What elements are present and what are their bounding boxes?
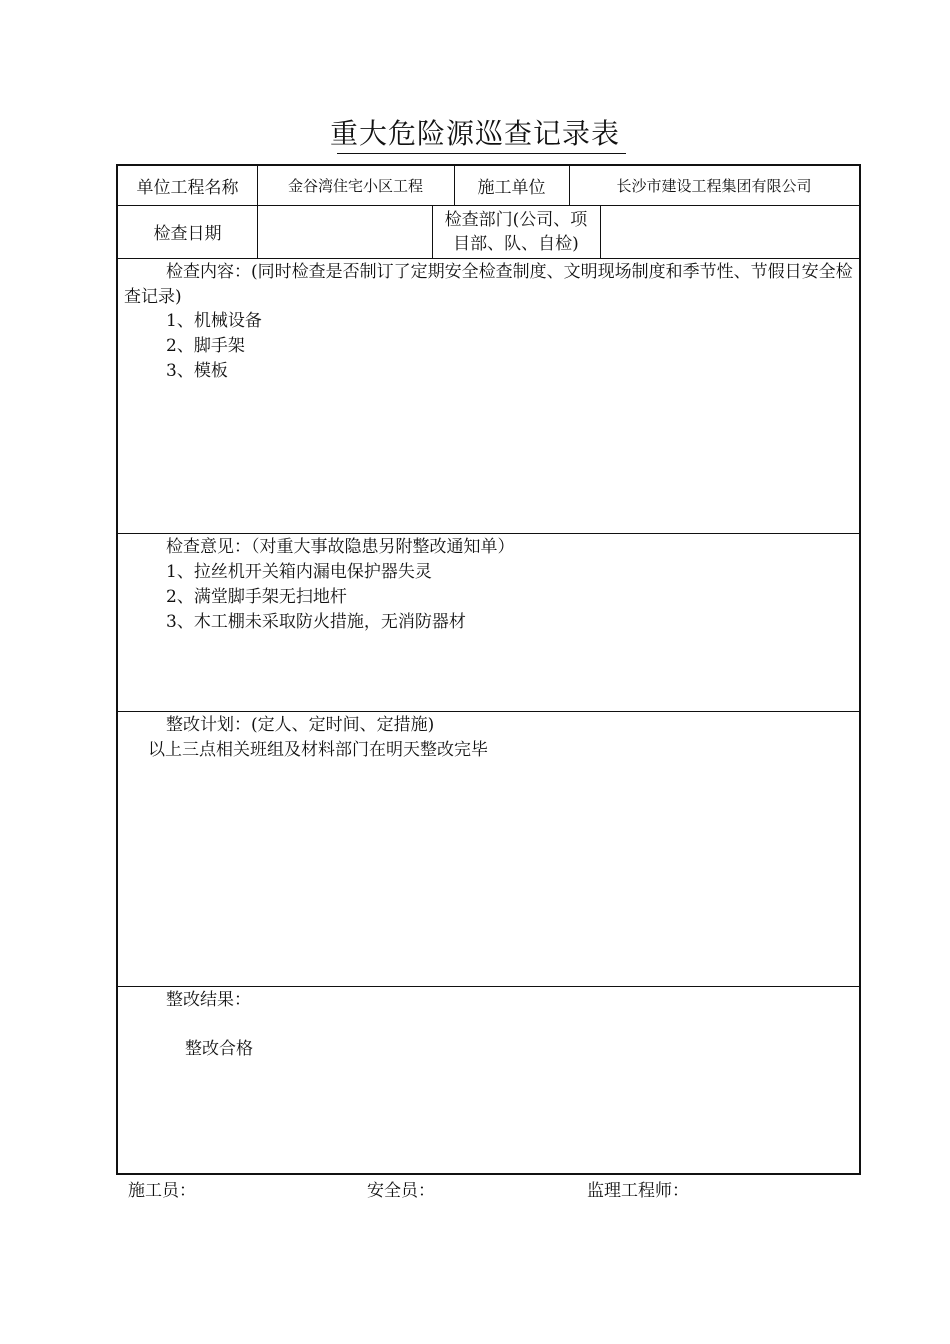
contractor-label: 施工单位: [477, 178, 546, 198]
dept-value[interactable]: [600, 205, 859, 258]
date-label: 检查日期: [153, 224, 222, 244]
inspection-content-item: 3、模板: [166, 361, 228, 381]
date-value[interactable]: [257, 205, 432, 258]
inspection-opinion-heading: 检查意见：（对重大事故隐患另附整改通知单）: [166, 537, 515, 557]
inspection-content-heading: 检查内容：(同时检查是否制订了定期安全检查制度、文明现场制度和季节性、节假日安全检查记录): [124, 262, 853, 307]
worker-signature-label: 施工员：: [128, 1181, 196, 1201]
safety-officer-signature-label: 安全员：: [367, 1181, 435, 1201]
rectification-result-heading: 整改结果：: [166, 990, 251, 1010]
contractor-value: 长沙市建设工程集团有限公司: [616, 177, 812, 195]
row-divider: [118, 533, 859, 534]
inspection-content-item: 2、脚手架: [166, 336, 245, 356]
project-label: 单位工程名称: [136, 178, 239, 198]
dept-label: [432, 205, 600, 258]
record-form: [116, 164, 861, 1175]
title-underline: [337, 153, 626, 154]
inspection-opinion-item: 1、拉丝机开关箱内漏电保护器失灵: [166, 562, 432, 582]
inspection-opinion-item: 2、满堂脚手架无扫地杆: [166, 587, 347, 607]
row-divider: [118, 258, 859, 259]
dept-label-line1: 检查部门(公司、项: [444, 209, 588, 230]
inspection-opinion-item: 3、木工棚未采取防火措施，无消防器材: [166, 612, 466, 632]
row-divider: [118, 986, 859, 987]
rectification-plan-heading: 整改计划：(定人、定时间、定措施): [166, 715, 435, 735]
inspection-content-item: 1、机械设备: [166, 311, 262, 331]
row-divider: [118, 711, 859, 712]
rectification-plan-content: 以上三点相关班组及材料部门在明天整改完毕: [148, 740, 488, 760]
supervisor-signature-label: 监理工程师：: [587, 1181, 689, 1201]
dept-label-line2: 目部、队、自检): [453, 233, 579, 254]
rectification-result-content: 整改合格: [185, 1039, 253, 1059]
page-title: 重大危险源巡查记录表: [329, 117, 620, 150]
project-value: 金谷湾住宅小区工程: [287, 177, 423, 195]
